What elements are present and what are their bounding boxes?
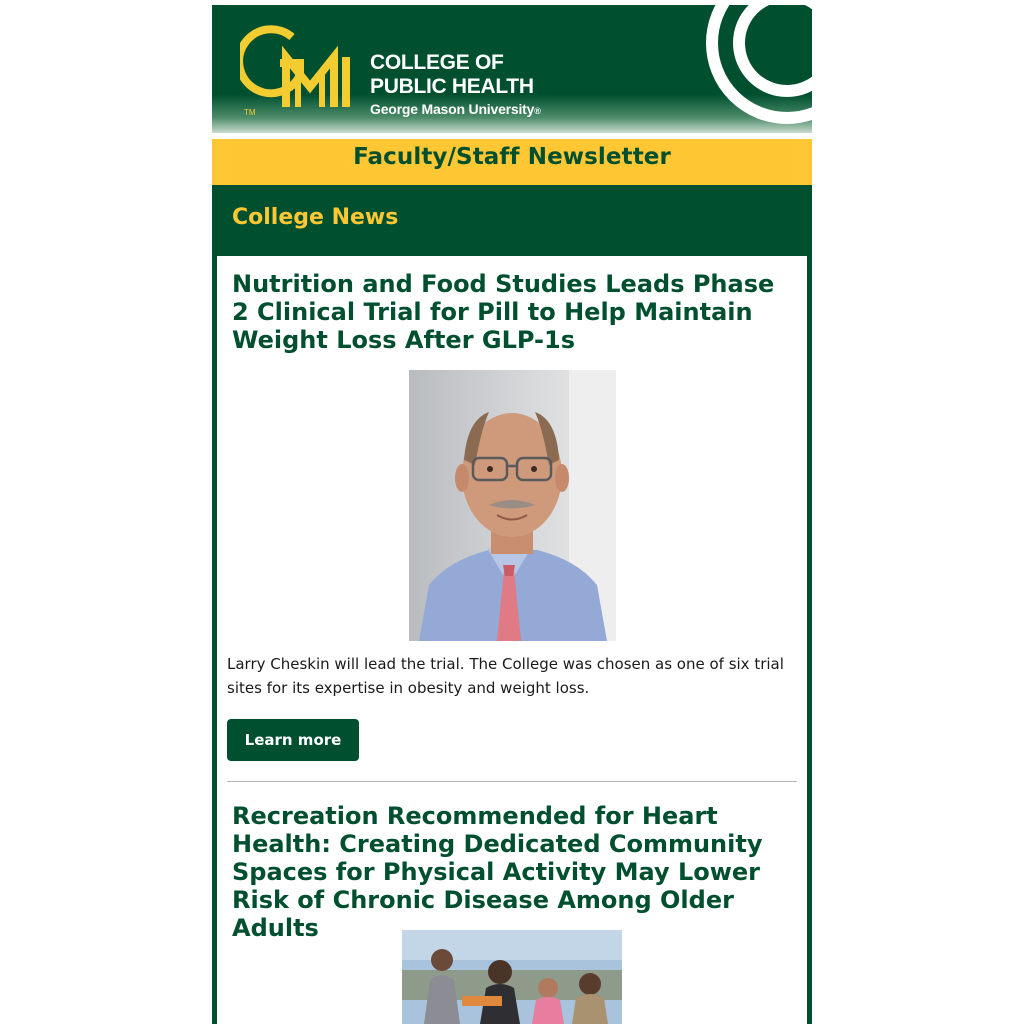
logo-line-college-of: COLLEGE OF: [370, 51, 504, 74]
gm-logo-mark: [240, 23, 360, 119]
section-title: College News: [232, 205, 399, 230]
logo-line-public-health: PUBLIC HEALTH: [370, 75, 534, 98]
registered-symbol: ®: [534, 106, 541, 116]
article-description: Larry Cheskin will lead the trial. The College was chosen as one of six trial sites for its expertise in obesity and weight loss.: [227, 655, 784, 697]
article-title-link[interactable]: Nutrition and Food Studies Leads Phase 2 Clinical Trial for Pill to Help Maintain Weight Loss After GLP-1s: [232, 270, 775, 354]
article-photo-portrait: [409, 370, 616, 641]
decorative-rings: [672, 5, 812, 133]
logo-line-university: [370, 100, 541, 120]
college-wordmark: [370, 51, 541, 120]
article-photo-group-exercise: [402, 930, 622, 1024]
learn-more-button[interactable]: Learn more: [227, 719, 359, 761]
trademark-symbol: TM: [244, 108, 256, 117]
portrait-illustration: [409, 370, 616, 641]
university-name: George Mason University: [370, 101, 535, 117]
newsletter-title: Faculty/Staff Newsletter: [353, 144, 671, 170]
newsletter-email: [212, 5, 812, 1024]
group-exercise-illustration: [402, 930, 622, 1024]
newsletter-title-bar: [212, 139, 812, 185]
header-banner: [212, 5, 812, 133]
section-header: [212, 185, 812, 256]
content-frame: [212, 256, 812, 1024]
article-title-link[interactable]: Recreation Recommended for Heart Health: Creating Dedicated Community Spaces for Physical Activity May Lower Risk of Chronic Disease Among Older Adults: [232, 802, 763, 942]
article-divider: [227, 781, 797, 782]
